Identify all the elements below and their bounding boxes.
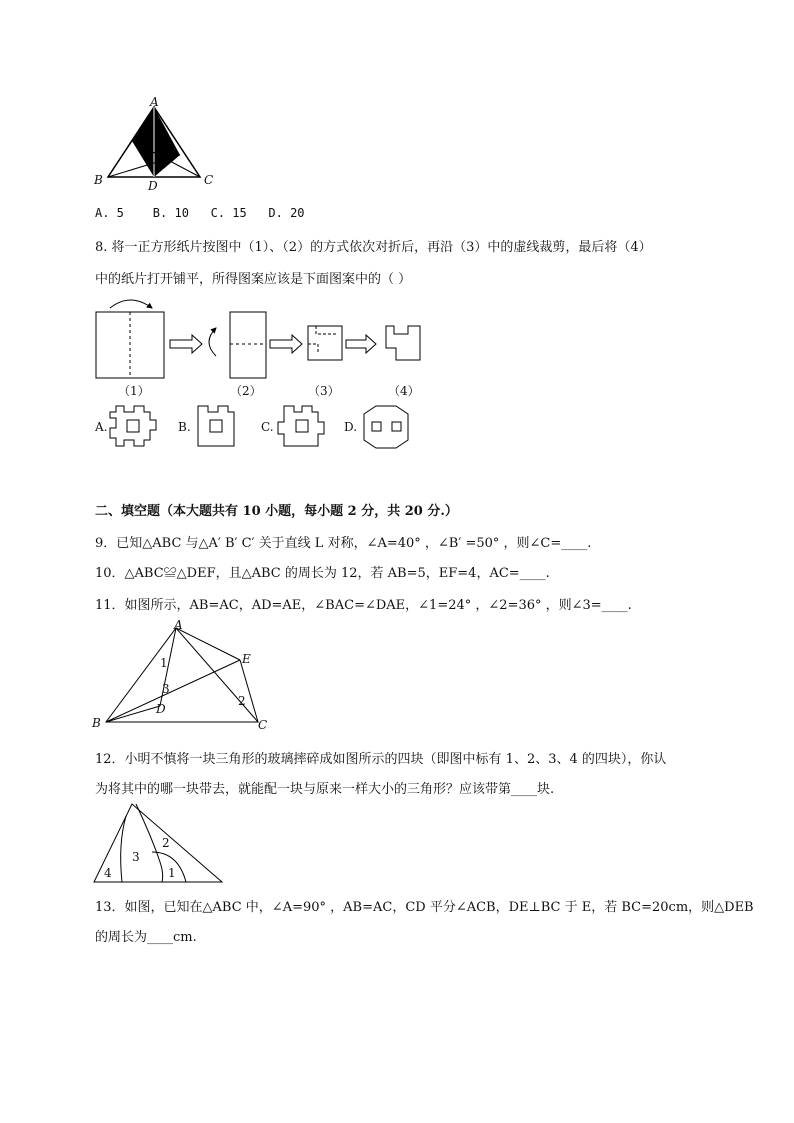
q11-label-d: D [156, 702, 166, 716]
q8-line2: 中的纸片打开铺平，所得图案应该是下面图案中的（ ） [95, 272, 412, 287]
label-b: B [94, 173, 103, 187]
q13-line2: 的周长为____cm. [95, 930, 197, 945]
label-a: A [150, 95, 159, 109]
figure-q7 [90, 95, 220, 195]
q11-label-b: B [92, 716, 101, 730]
q11-label-e: E [242, 652, 251, 666]
step-label-3: （3） [308, 384, 340, 398]
folding-steps-svg [90, 296, 430, 386]
q11-angle-1: 1 [160, 656, 168, 670]
choice-b-label: B. [178, 420, 191, 434]
label-c: C [204, 173, 214, 187]
choice-a-label: A. [95, 420, 108, 434]
q12-line2: 为将其中的哪一块带去，就能配一块与原来一样大小的三角形？应该带第____块. [95, 782, 555, 797]
q12-piece-3: 3 [132, 850, 140, 864]
figure-q12 [90, 800, 230, 886]
figure-q8-choices [90, 400, 430, 456]
step-label-1: （1） [118, 384, 150, 398]
q11-text: 11．如图所示，AB=AC，AD=AE，∠BAC=∠DAE，∠1=24° ，∠2=36° ，则∠3=____. [95, 598, 632, 613]
q11-label-c: C [258, 718, 268, 732]
q8-line1: 8. 将一正方形纸片按图中（1）、（2）的方式依次对折后，再沿（3）中的虚线裁剪，最后将（4） [95, 240, 652, 255]
q12-piece-1: 1 [168, 866, 176, 880]
choice-d-label: D. [344, 420, 358, 434]
triangle-q11-svg [90, 618, 280, 736]
q7-options: A. 5 B. 10 C. 15 D. 20 [95, 206, 305, 220]
step-label-2: （2） [230, 384, 262, 398]
q11-angle-3: 3 [162, 682, 170, 696]
q13-line1: 13．如图，已知在△ABC 中，∠A=90° ，AB=AC，CD 平分∠ACB，DE⊥BC 于 E，若 BC=20cm，则△DEB [95, 900, 754, 915]
step-label-4: （4） [388, 384, 420, 398]
q12-piece-2: 2 [162, 836, 170, 850]
q11-angle-2: 2 [238, 694, 246, 708]
section-heading: 二、填空题（本大题共有 10 小题，每小题 2 分，共 20 分.） [95, 504, 458, 519]
choice-c-label: C. [261, 420, 274, 434]
q9-text: 9．已知△ABC 与△A′ B′ C′ 关于直线 L 对称，∠A=40° ，∠B′ =50° ，则∠C=____. [95, 536, 592, 551]
q11-label-a: A [174, 618, 183, 632]
figure-q8-steps [90, 296, 430, 400]
q10-text: 10．△ABC≌△DEF，且△ABC 的周长为 12，若 AB=5，EF=4，AC=____. [95, 566, 550, 581]
choice-shapes-svg [90, 400, 430, 456]
label-d: D [148, 179, 158, 193]
figure-q11 [90, 618, 280, 736]
q12-piece-4: 4 [104, 866, 112, 880]
q12-line1: 12．小明不慎将一块三角形的玻璃摔碎成如图所示的四块（即图中标有 1、2、3、4 的四块），你认 [95, 752, 667, 767]
